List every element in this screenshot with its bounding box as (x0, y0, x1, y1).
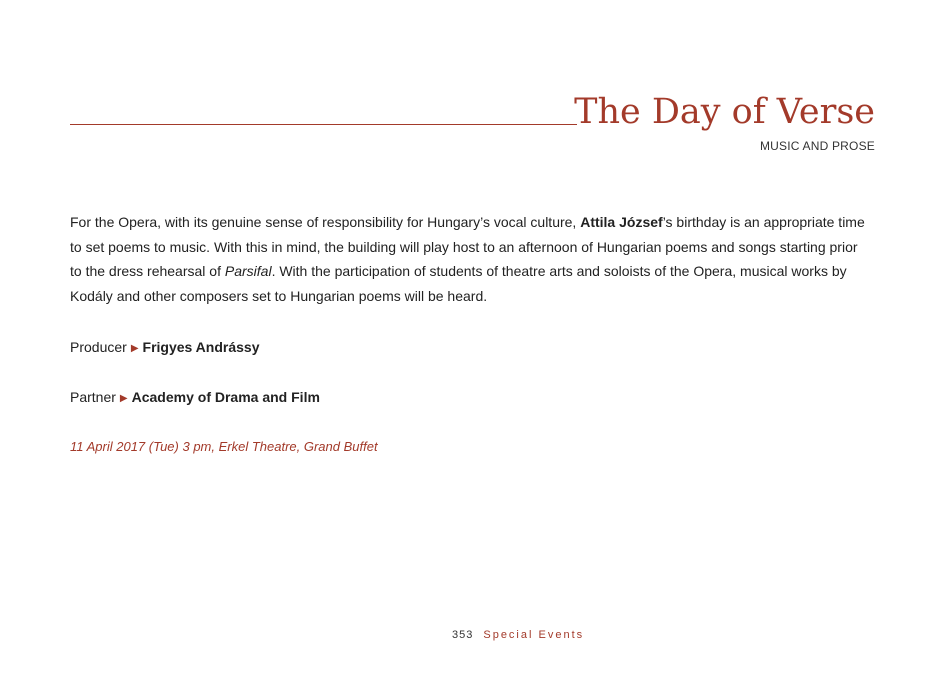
partner-name: Academy of Drama and Film (131, 389, 320, 405)
page-number: 353 (452, 629, 474, 641)
description-paragraph (70, 210, 870, 308)
producer-credit (70, 337, 260, 359)
page-footer (452, 627, 584, 643)
opera-title: Parsifal (224, 263, 272, 279)
poet-name: Attila József (580, 214, 663, 230)
section-name: Special Events (483, 629, 585, 641)
event-datetime: 11 April 2017 (Tue) 3 pm, Erkel Theatre, Grand Buffet (70, 439, 378, 454)
arrow-right-icon: ▶ (130, 343, 139, 354)
description-intro: For the Opera, with its genuine sense of responsibility for Hungary’s vocal culture, (70, 214, 581, 230)
header-rule (70, 124, 577, 125)
partner-label: Partner (70, 389, 116, 405)
partner-credit (70, 387, 320, 409)
producer-name: Frigyes Andrássy (142, 339, 260, 355)
description-closing: . With the participation of students of theatre arts and soloists of the Opera, musical works by Kodály and other composers set to Hungarian poems will be heard. (70, 263, 847, 304)
page-subtitle: MUSIC AND PROSE (759, 139, 875, 153)
description-middle: ’s birthday is an appropriate time to set poems to music. With this in mind, the building will play host to an afternoon of Hungarian poems and songs starting prior to the dress rehearsal of (70, 214, 865, 279)
arrow-right-icon: ▶ (119, 393, 128, 404)
page-title: The Day of Verse (574, 92, 875, 132)
producer-label: Producer (70, 339, 127, 355)
